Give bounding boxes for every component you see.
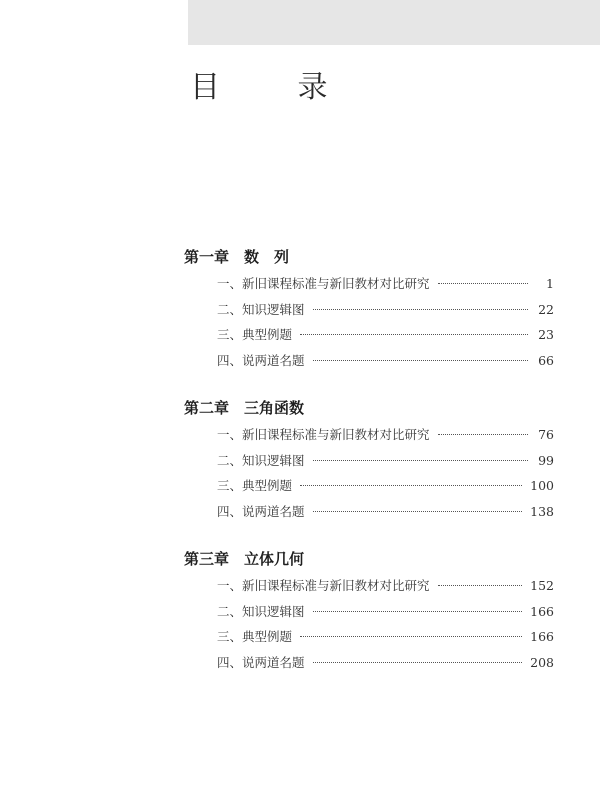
toc-entry[interactable] (184, 573, 554, 599)
toc-entry[interactable] (184, 322, 554, 348)
chapter-title: 第二章 三角函数 (184, 399, 305, 417)
toc-entry-page: 166 (530, 629, 554, 644)
toc-entry-label: 三、典型例题 (217, 478, 293, 493)
dot-leader (438, 434, 528, 435)
chapter-title: 第三章 立体几何 (184, 550, 305, 568)
toc-entry-label: 二、知识逻辑图 (217, 603, 305, 619)
toc-entry-label: 一、新旧课程标准与新旧教材对比研究 (217, 427, 430, 442)
page-title: 目 录 (190, 70, 362, 105)
toc-entry[interactable] (184, 473, 554, 499)
dot-leader (313, 309, 528, 310)
toc-entry-label: 四、说两道名题 (217, 654, 305, 670)
toc-entry[interactable] (184, 271, 554, 297)
toc-entry[interactable] (184, 624, 554, 650)
dot-leader (313, 511, 523, 512)
chapter-title: 第一章 数 列 (184, 248, 290, 266)
dot-leader (300, 636, 522, 637)
dot-leader (313, 460, 528, 461)
table-of-contents (184, 246, 554, 699)
toc-entry-page: 66 (538, 352, 554, 368)
toc-entry-page: 1 (546, 276, 554, 291)
toc-entry[interactable] (184, 348, 554, 374)
chapter-1 (184, 246, 554, 373)
toc-entry-page: 208 (530, 654, 554, 670)
toc-entry-label: 二、知识逻辑图 (217, 301, 305, 317)
toc-entry-label: 一、新旧课程标准与新旧教材对比研究 (217, 578, 430, 593)
chapter-3 (184, 548, 554, 675)
header-band (188, 0, 600, 45)
toc-entry[interactable] (184, 422, 554, 448)
dot-leader (438, 585, 523, 586)
chapter-2 (184, 397, 554, 524)
dot-leader (300, 334, 528, 335)
dot-leader (438, 283, 528, 284)
toc-entry-label: 二、知识逻辑图 (217, 452, 305, 468)
toc-entry-label: 四、说两道名题 (217, 503, 305, 519)
toc-entry-page: 22 (538, 301, 554, 317)
toc-entry-page: 138 (530, 503, 554, 519)
dot-leader (313, 360, 528, 361)
toc-entry[interactable] (184, 650, 554, 676)
toc-entry[interactable] (184, 297, 554, 323)
toc-entry-label: 一、新旧课程标准与新旧教材对比研究 (217, 276, 430, 291)
toc-entry-page: 152 (530, 578, 554, 593)
toc-entry[interactable] (184, 499, 554, 525)
toc-entry-label: 三、典型例题 (217, 327, 293, 342)
toc-entry-page: 23 (538, 327, 554, 342)
dot-leader (313, 611, 523, 612)
toc-entry-page: 100 (530, 478, 554, 493)
toc-entry-label: 三、典型例题 (217, 629, 293, 644)
dot-leader (313, 662, 523, 663)
dot-leader (300, 485, 522, 486)
toc-entry-page: 76 (538, 427, 554, 442)
toc-entry-page: 99 (538, 452, 554, 468)
toc-entry-label: 四、说两道名题 (217, 352, 305, 368)
toc-entry[interactable] (184, 599, 554, 625)
toc-entry-page: 166 (530, 603, 554, 619)
toc-entry[interactable] (184, 448, 554, 474)
